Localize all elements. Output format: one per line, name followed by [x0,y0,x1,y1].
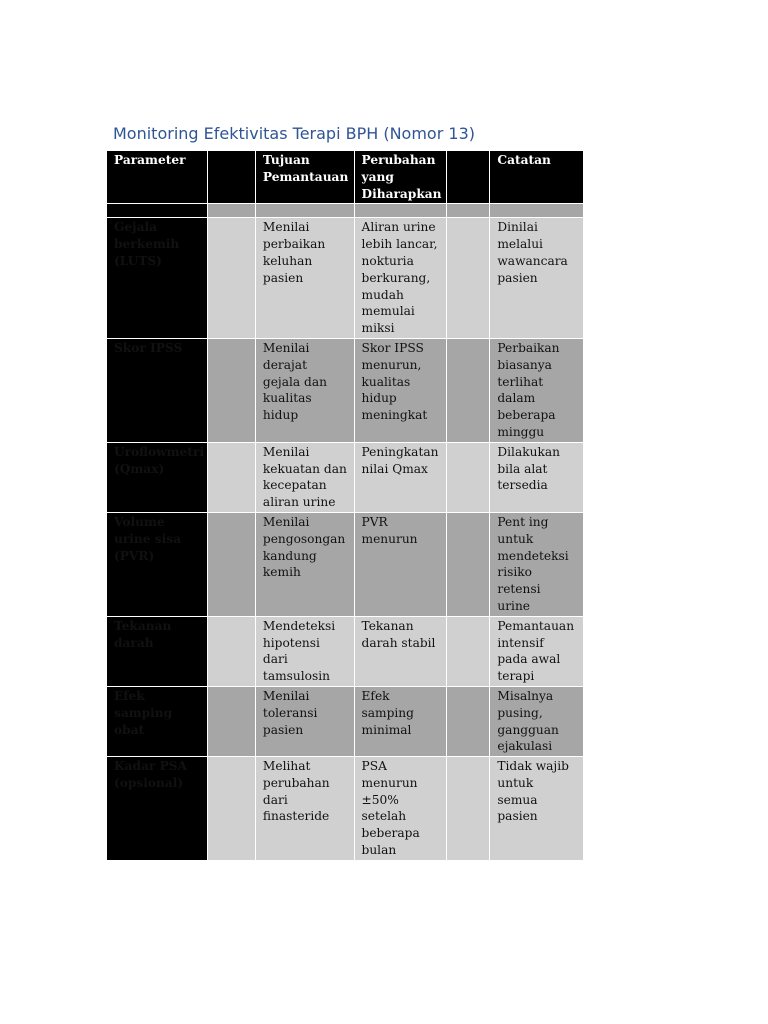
row-parameter: Kadar PSA (opsional) [107,757,208,861]
monitoring-table [106,150,584,861]
header-tujuan: Tujuan Pemantauan [255,151,354,204]
row-perubahan: Aliran urine lebih lancar, nokturia berkurang, mudah memulai miksi [354,218,447,339]
row-tujuan: Menilai derajat gejala dan kualitas hidup [255,338,354,442]
row-tujuan: Mendeteksi hipotensi dari tamsulosin [255,616,354,686]
row-perubahan: Peningkatan nilai Qmax [354,442,447,512]
document-title: Monitoring Efektivitas Terapi BPH (Nomor 13) [113,124,475,143]
row-catatan: Pent ing untuk mendeteksi risiko retensi urine [490,512,584,616]
header-empty-1 [207,151,255,204]
table-row [107,218,584,339]
row-parameter: Skor IPSS [107,338,208,442]
row-perubahan: PVR menurun [354,512,447,616]
header-perubahan: Perubahan yang Diharapkan [354,151,447,204]
header-empty-2 [447,151,490,204]
row-catatan: Tidak wajib untuk semua pasien [490,757,584,861]
row-catatan: Dilakukan bila alat tersedia [490,442,584,512]
table-row [107,442,584,512]
row-perubahan: Skor IPSS menurun, kualitas hidup meningkat [354,338,447,442]
header-catatan: Catatan [490,151,584,204]
row-catatan: Misalnya pusing, gangguan ejakulasi [490,686,584,756]
table-row [107,338,584,442]
row-tujuan: Melihat perubahan dari finasteride [255,757,354,861]
row-parameter: Uroflowmetri (Qmax) [107,442,208,512]
row-tujuan: Menilai perbaikan keluhan pasien [255,218,354,339]
table-row [107,512,584,616]
row-parameter: Tekanan darah [107,616,208,686]
row-perubahan: Efek samping minimal [354,686,447,756]
row-catatan: Dinilai melalui wawancara pasien [490,218,584,339]
row-tujuan: Menilai pengosongan kandung kemih [255,512,354,616]
table-header-row [107,151,584,204]
row-parameter: Volume urine sisa (PVR) [107,512,208,616]
header-parameter: Parameter [107,151,208,204]
table-row [107,686,584,756]
row-catatan: Perbaikan biasanya terlihat dalam beberapa minggu [490,338,584,442]
row-perubahan: PSA menurun ±50% setelah beberapa bulan [354,757,447,861]
row-tujuan: Menilai kekuatan dan kecepatan aliran urine [255,442,354,512]
row-tujuan: Menilai toleransi pasien [255,686,354,756]
table-row [107,757,584,861]
spacer-row [107,204,584,218]
row-parameter: Gejala berkemih (LUTS) [107,218,208,339]
row-parameter: Efek samping obat [107,686,208,756]
table-row [107,616,584,686]
row-perubahan: Tekanan darah stabil [354,616,447,686]
row-catatan: Pemantauan intensif pada awal terapi [490,616,584,686]
